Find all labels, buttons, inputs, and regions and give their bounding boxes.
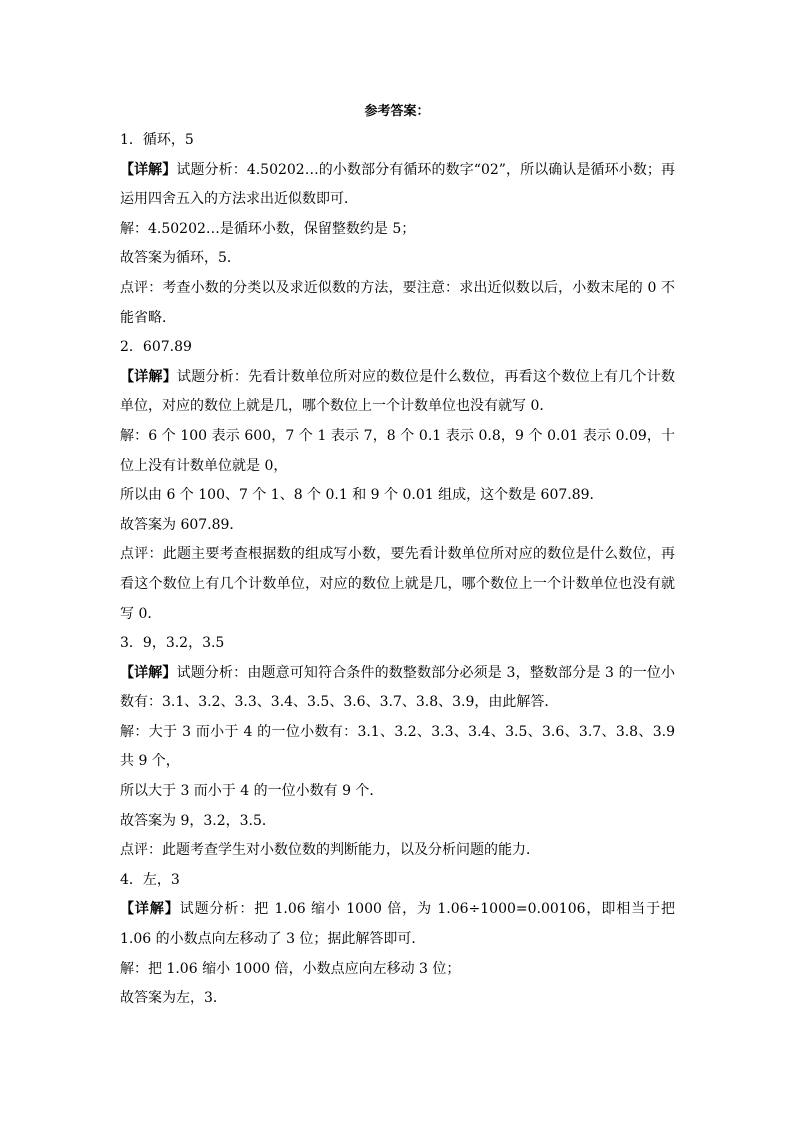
answer-line: [120, 215, 675, 245]
answer-line: [120, 511, 675, 541]
line-text: 试题分析：4.50202…的小数部分有循环的数字“02”，所以确认是循环小数；再运用四舍五入的方法求出近似数即可．: [120, 161, 676, 208]
line-text: 点评：此题主要考查根据数的组成写小数，要先看计数单位所对应的数位是什么数位，再看这个数位上有几个计数单位，对应的数位上就是几，哪个数位上一个计数单位也没有就写 0．: [120, 546, 675, 622]
answer-line: [120, 422, 675, 481]
line-text: 试题分析：把 1.06 缩小 1000 倍，为 1.06÷1000=0.00106，即相当于把 1.06 的小数点向左移动了 3 位；据此解答即可．: [120, 901, 676, 948]
line-text: 故答案为循环，5．: [120, 250, 241, 267]
answer-line: [120, 659, 675, 718]
line-text: 解：4.50202…是循环小数，保留整数约是 5；: [120, 220, 416, 237]
answer-line: [120, 363, 675, 422]
answer-line: [120, 895, 675, 954]
line-text: 解：大于 3 而小于 4 的一位小数有：3.1、3.2、3.3、3.4、3.5、3.6、3.7、3.8、3.9 共 9 个，: [120, 723, 675, 770]
line-text: 故答案为 607.89．: [120, 516, 244, 533]
line-text: 试题分析：由题意可知符合条件的数整数部分必须是 3，整数部分是 3 的一位小数有：3.1、3.2、3.3、3.4、3.5、3.6、3.7、3.8、3.9，由此解答．: [120, 664, 676, 711]
answer-line: [120, 274, 675, 333]
line-text: 故答案为左，3．: [120, 990, 227, 1007]
answer-line: [120, 718, 675, 777]
line-text: 解：把 1.06 缩小 1000 倍，小数点应向左移动 3 位；: [120, 960, 461, 977]
answer-line: [120, 984, 675, 1014]
answer-heading: [120, 866, 675, 896]
line-text: 1．循环，5: [120, 132, 194, 148]
answer-block: [120, 629, 675, 866]
line-text: 点评：此题考查学生对小数位数的判断能力，以及分析问题的能力．: [120, 842, 540, 859]
line-text: 故答案为 9，3.2，3.5．: [120, 812, 276, 829]
line-text: 2．607.89: [120, 339, 192, 356]
detail-tag: 【详解】: [120, 161, 177, 178]
line-text: 所以大于 3 而小于 4 的一位小数有 9 个．: [120, 783, 384, 800]
line-text: 试题分析：先看计数单位所对应的数位是什么数位，再看这个数位上有几个计数单位，对应的数位上就是几，哪个数位上一个计数单位也没有就写 0．: [120, 368, 676, 415]
line-text: 3．9，3.2，3.5: [120, 635, 225, 652]
answer-line: [120, 955, 675, 985]
line-text: 所以由 6 个 100、7 个 1、8 个 0.1 和 9 个 0.01 组成，这个数是 607.89．: [120, 487, 604, 504]
page-title: 参考答案：: [364, 104, 430, 119]
answer-line: [120, 777, 675, 807]
answer-content: [120, 126, 675, 1014]
answer-line: [120, 481, 675, 511]
answer-heading: [120, 126, 675, 156]
answer-line: [120, 540, 675, 629]
answer-block: [120, 333, 675, 629]
line-text: 解：6 个 100 表示 600，7 个 1 表示 7，8 个 0.1 表示 0.8，9 个 0.01 表示 0.09，十位上没有计数单位就是 0，: [120, 427, 675, 474]
answer-block: [120, 126, 675, 333]
line-text: 点评：考查小数的分类以及求近似数的方法，要注意：求出近似数以后，小数末尾的 0 不能省略．: [120, 279, 675, 326]
answer-block: [120, 866, 675, 1014]
detail-tag: 【详解】: [120, 368, 177, 385]
answer-heading: [120, 333, 675, 363]
answer-line: [120, 244, 675, 274]
answer-line: [120, 807, 675, 837]
detail-tag: 【详解】: [120, 664, 177, 681]
line-text: 4．左，3: [120, 871, 180, 888]
answer-heading: [120, 629, 675, 659]
answer-line: [120, 836, 675, 866]
detail-tag: 【详解】: [120, 901, 180, 918]
answer-line: [120, 156, 675, 215]
